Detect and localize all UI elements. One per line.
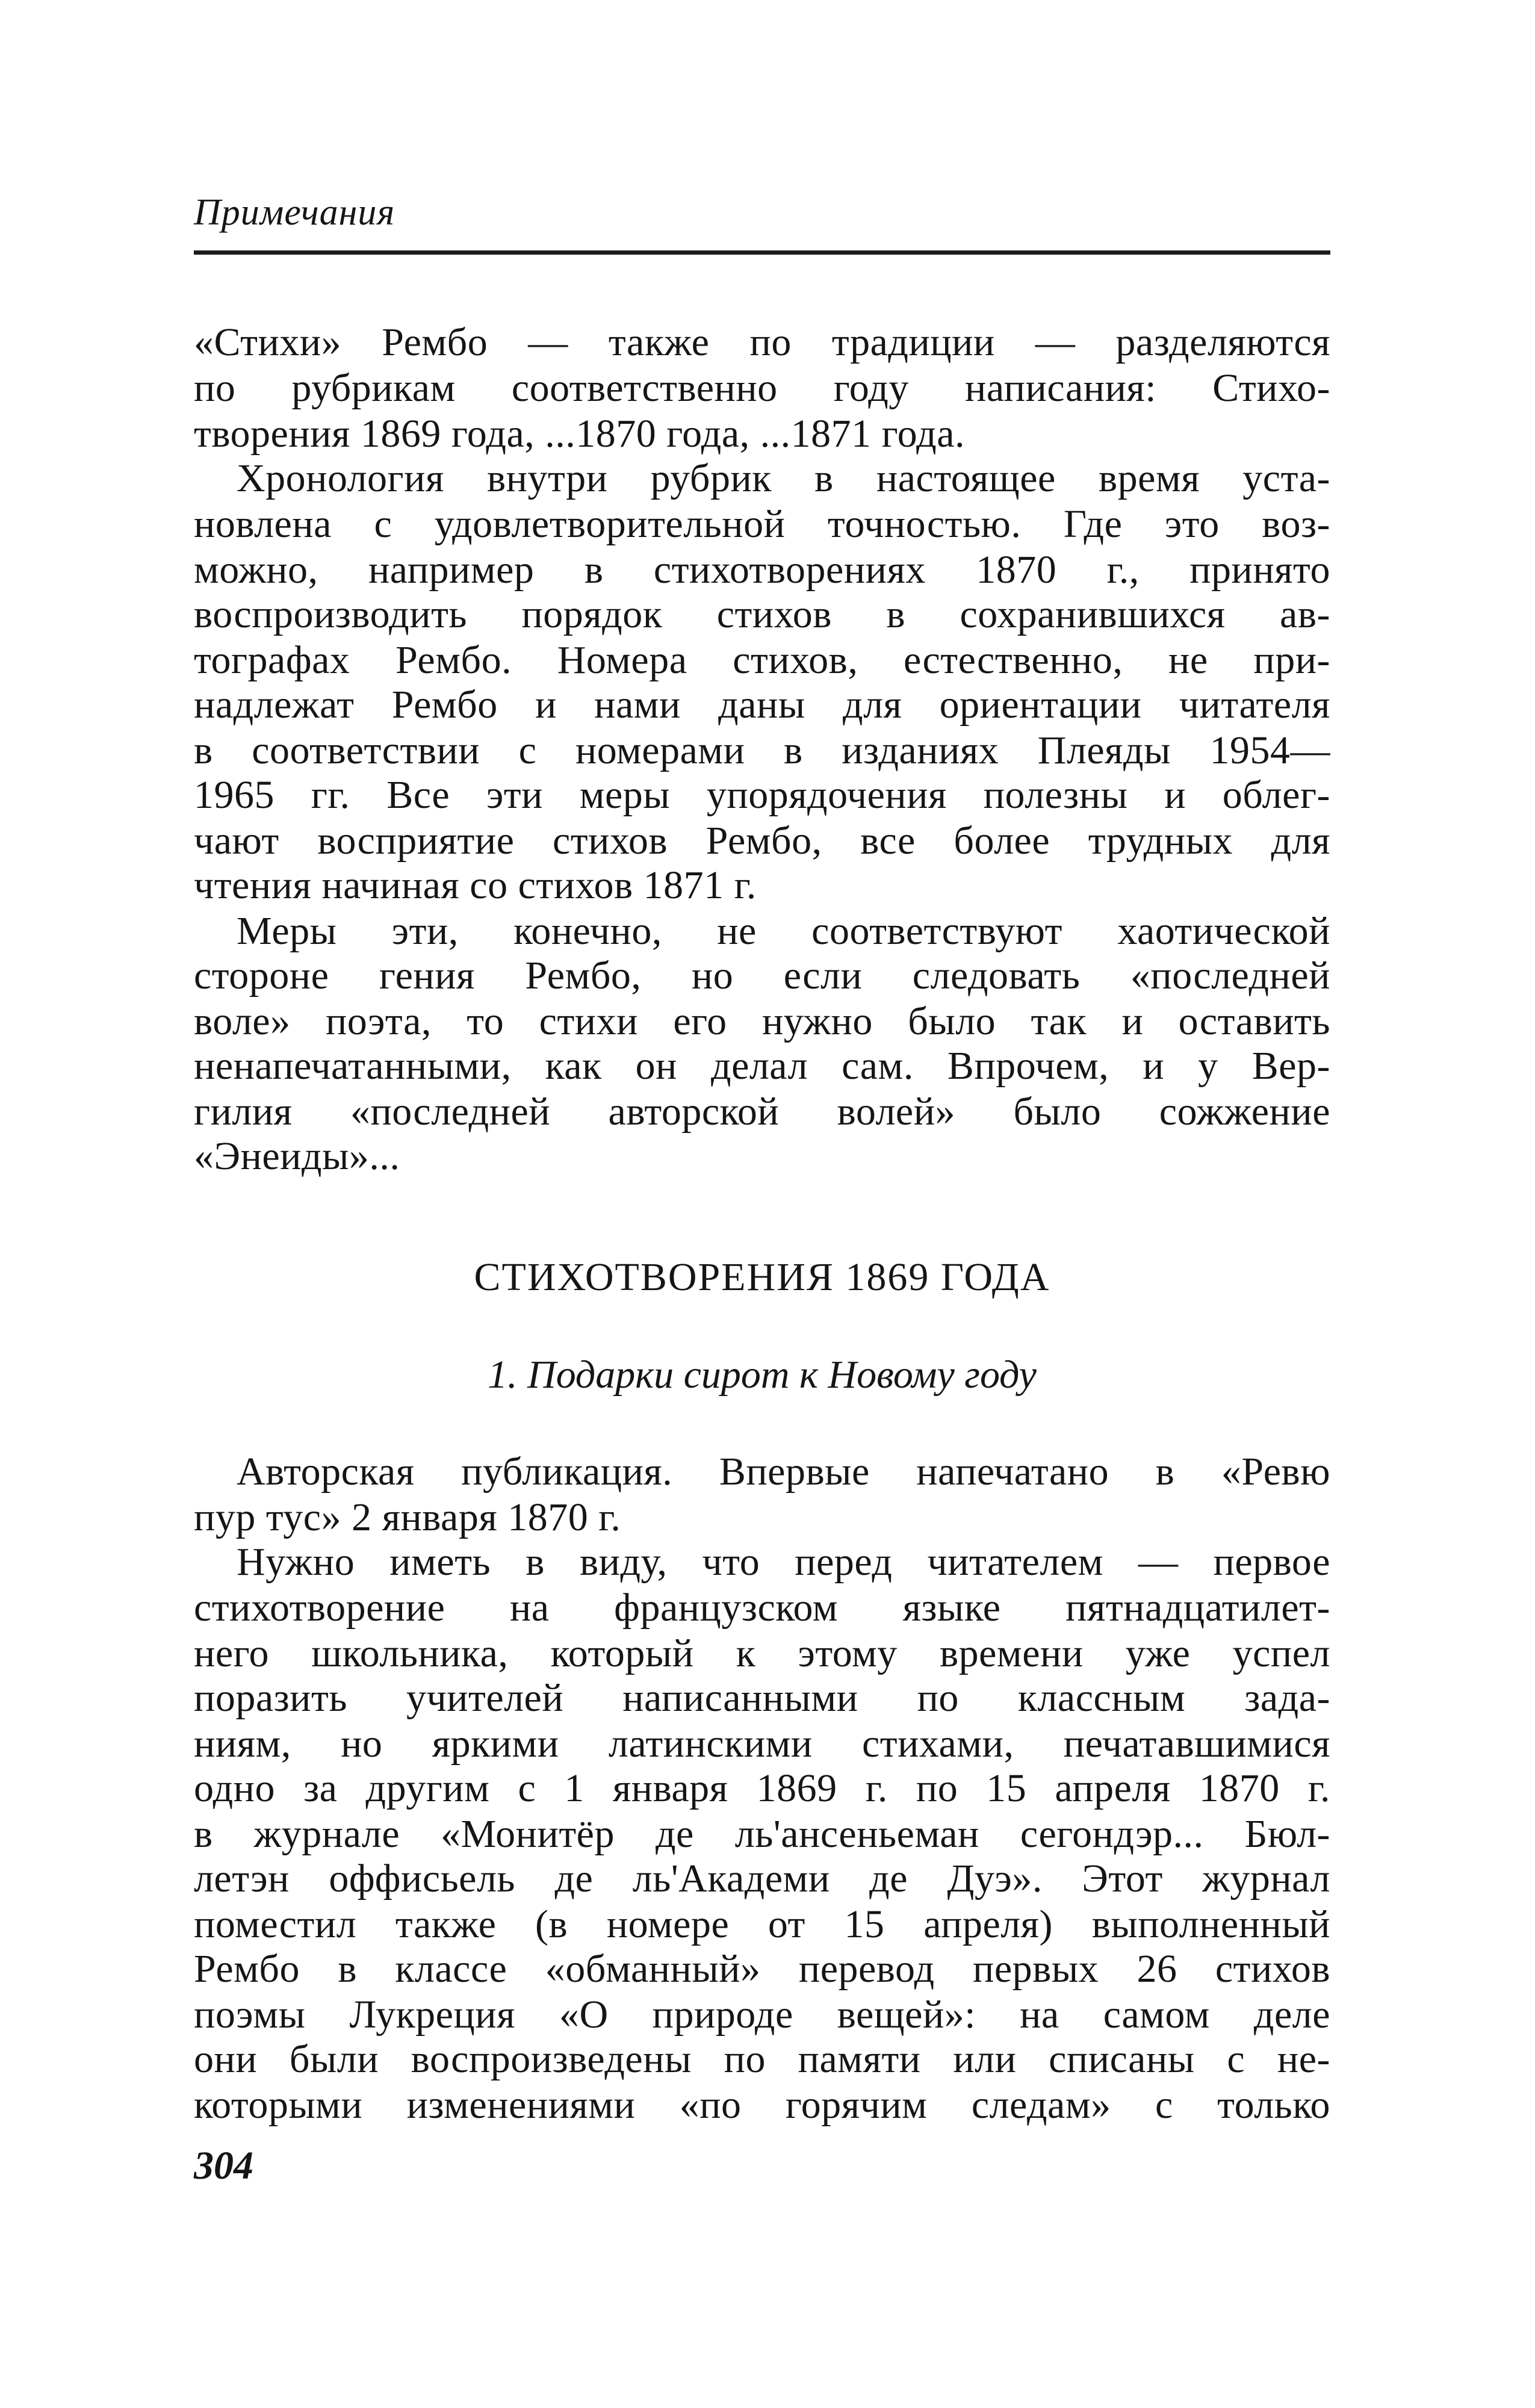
- text-line: Меры эти, конечно, не соответствуют хаотической: [237, 909, 1330, 953]
- text-line: одно за другим с 1 января 1869 г. по 15 апреля 1870 г.: [194, 1766, 1330, 1810]
- text-line: ненапечатанными, как он делал сам. Впрочем, и у Вер-: [194, 1044, 1330, 1088]
- text-line: летэн оффисьель де ль'Академи де Дуэ». Этот журнал: [194, 1857, 1330, 1901]
- poem-title: 1. Подарки сирот к Новому году: [488, 1353, 1037, 1397]
- text-line: чают восприятие стихов Рембо, все более трудных для: [194, 819, 1330, 863]
- text-line: стороне гения Рембо, но если следовать «последней: [194, 954, 1330, 998]
- text-line: они были воспроизведены по памяти или списаны с не-: [194, 2037, 1330, 2081]
- text-line: тографах Рембо. Номера стихов, естественно, не при-: [194, 638, 1330, 682]
- text-line: Авторская публикация. Впервые напечатано в «Ревю: [237, 1450, 1330, 1494]
- text-line: ниям, но яркими латинскими стихами, печатавшимися: [194, 1722, 1330, 1766]
- text-line: поместил также (в номере от 15 апреля) выполненный: [194, 1902, 1330, 1946]
- text-line: поразить учителей написанными по классным зада-: [194, 1676, 1330, 1720]
- section-title: СТИХОТВОРЕНИЯ 1869 ГОДА: [474, 1255, 1050, 1299]
- text-line: него школьника, который к этому времени уже успел: [194, 1631, 1330, 1675]
- text-line: поэмы Лукреция «О природе вещей»: на самом деле: [194, 1993, 1330, 2037]
- text-line: гилия «последней авторской волей» было сожжение: [194, 1090, 1330, 1134]
- page-number: 304: [194, 2144, 253, 2188]
- text-line: 1965 гг. Все эти меры упорядочения полезны и облег-: [194, 773, 1330, 817]
- header-rule: [194, 250, 1330, 255]
- text-line: чтения начиная со стихов 1871 г.: [194, 863, 757, 907]
- text-line: можно, например в стихотворениях 1870 г., принято: [194, 548, 1330, 592]
- text-line: надлежат Рембо и нами даны для ориентации читателя: [194, 683, 1330, 727]
- text-line: в журнале «Монитёр де ль'ансеньеман сегондэр... Бюл-: [194, 1812, 1330, 1856]
- text-line: Рембо в классе «обманный» перевод первых 26 стихов: [194, 1947, 1330, 1991]
- text-line: Нужно иметь в виду, что перед читателем — первое: [237, 1540, 1330, 1584]
- running-head: Примечания: [194, 192, 395, 233]
- text-line: воспроизводить порядок стихов в сохранившихся ав-: [194, 592, 1330, 636]
- text-line: «Энеиды»...: [194, 1134, 400, 1178]
- text-line: воле» поэта, то стихи его нужно было так и оставить: [194, 999, 1330, 1043]
- text-line: «Стихи» Рембо — также по традиции — разделяются: [194, 320, 1330, 364]
- text-line: новлена с удовлетворительной точностью. Где это воз-: [194, 502, 1330, 546]
- text-line: по рубрикам соответственно году написания: Стихо-: [194, 366, 1330, 410]
- text-line: творения 1869 года, ...1870 года, ...1871 года.: [194, 412, 966, 456]
- text-line: в соответствии с номерами в изданиях Плеяды 1954—: [194, 728, 1330, 772]
- text-line: стихотворение на французском языке пятнадцатилет-: [194, 1586, 1330, 1630]
- text-line: которыми изменениями «по горячим следам» с только: [194, 2083, 1330, 2127]
- text-line: Хронология внутри рубрик в настоящее время уста-: [237, 456, 1330, 500]
- text-line: пур тус» 2 января 1870 г.: [194, 1495, 621, 1539]
